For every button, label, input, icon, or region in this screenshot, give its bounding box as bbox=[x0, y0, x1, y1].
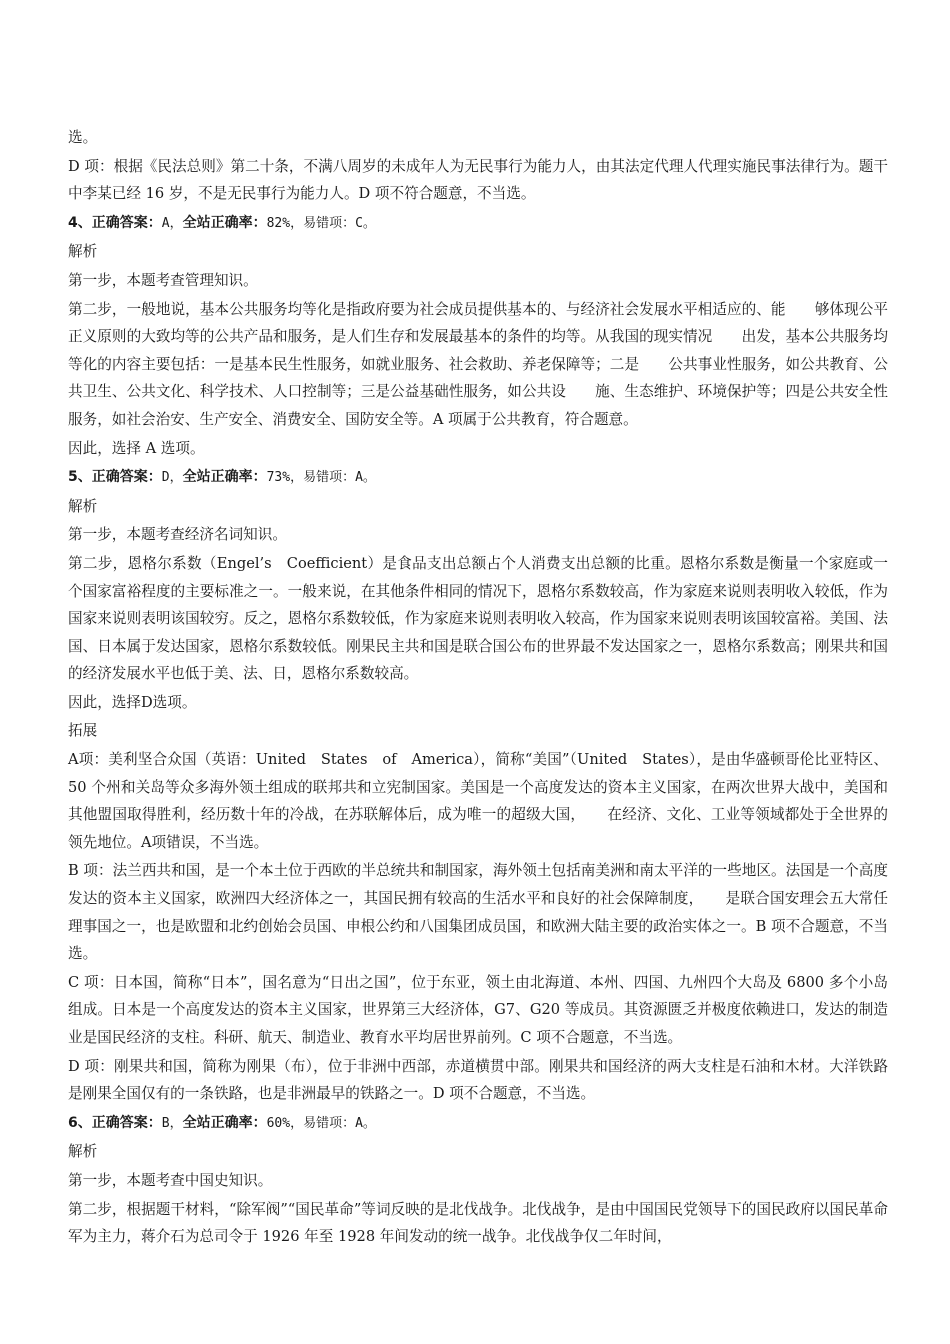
wrong-option: 易错项：A。 bbox=[303, 1115, 376, 1131]
paragraph: 第一步，本题考查经济名词知识。 bbox=[68, 526, 287, 544]
answer-line-6: 6、正确答案：B，全站正确率：60%，易错项：A。 bbox=[68, 1114, 376, 1131]
rate-value: 73% bbox=[266, 470, 291, 486]
paragraph: D 项：刚果共和国，简称为刚果（布），位于非洲中西部，赤道横贯中部。刚果共和国经济的两大支柱是石油和木材。大洋铁路是刚果全国仅有的一条铁路，也是非洲最早的铁路之一。D 项不合题意，不当选。 bbox=[68, 1057, 888, 1103]
paragraph: A项：美利坚合众国（英语：United States of America），简称“美国”（United States），是由华盛顿哥伦比亚特区、50 个州和关岛等众多海外领土组成的联邦共和立宪制国家。美国是一个高度发达的资本主义国家，在两次世界大战中，美国和其他盟国取得胜利，经历数十年的冷战，在苏联解体后，成为唯一的超级大国， 在经济、文化、工业等领域都处于全世界的领先地位。A项错误，不当选。 bbox=[68, 751, 888, 851]
paragraph: D 项：根据《民法总则》第二十条，不满八周岁的未成年人为无民事行为能力人，由其法定代理人代理实施民事法律行为。题干中李某已经 16 岁，不是无民事行为能力人。D 项不符合题意，不当选。 bbox=[68, 157, 888, 203]
paragraph: 解析 bbox=[68, 243, 98, 261]
paragraph: 第二步，恩格尔系数（Engel’s Coefficient）是食品支出总额占个人消费支出总额的比重。恩格尔系数是衡量一个家庭或一个国家富裕程度的主要标准之一。一般来说，在其他条件相同的情况下，恩格尔系数较高，作为家庭来说则表明收入较低，作为国家来说则表明该国较穷。反之，恩格尔系数较低，作为家庭来说则表明收入较高，作为国家来说则表明该国较富裕。美国、法国、日本属于发达国家，恩格尔系数较低。刚果民主共和国是联合国公布的世界最不发达国家之一，恩格尔系数高；刚果共和国的经济发展水平也低于美、法、日，恩格尔系数较高。 bbox=[68, 554, 888, 683]
paragraph: 第二步，根据题干材料，“除军阀”“国民革命”等词反映的是北伐战争。北伐战争，是由中国国民党领导下的国民政府以国民革命军为主力，蒋介石为总司令于 1926 年至 1928 年间发动的统一战争。北伐战争仅二年时间， bbox=[68, 1200, 888, 1246]
question-number: 5、 bbox=[68, 469, 92, 486]
paragraph: 第一步，本题考查中国史知识。 bbox=[68, 1171, 273, 1189]
rate-label: 全站正确率： bbox=[182, 469, 267, 486]
answer-line-4: 4、正确答案：A，全站正确率：82%，易错项：C。 bbox=[68, 214, 376, 231]
paragraph: 第一步，本题考查管理知识。 bbox=[68, 271, 258, 289]
paragraph: B 项：法兰西共和国，是一个本土位于西欧的半总统共和制国家，海外领土包括南美洲和南太平洋的一些地区。法国是一个高度发达的资本主义国家，欧洲四大经济体之一，其国民拥有较高的生活水平和良好的社会保障制度， 是联合国安理会五大常任理事国之一，也是欧盟和北约创始会员国、申根公约和八国集团成员国，和欧洲大陆主要的政治实体之一。B 项不合题意，不当选。 bbox=[68, 862, 888, 963]
rate-label: 全站正确率： bbox=[182, 214, 267, 231]
question-number: 6、 bbox=[68, 1114, 92, 1131]
paragraph: 拓展 bbox=[68, 722, 98, 740]
wrong-option: 易错项：C。 bbox=[303, 215, 376, 231]
rate-value: 60% bbox=[266, 1115, 291, 1131]
paragraph: 因此，选择 A 选项。 bbox=[68, 439, 205, 457]
answer-value: D bbox=[161, 470, 170, 486]
paragraph: 选。 bbox=[68, 129, 98, 146]
paragraph: 解析 bbox=[68, 497, 98, 515]
document-page bbox=[68, 124, 888, 1252]
answer-label: 正确答案： bbox=[91, 469, 162, 486]
paragraph: C 项：日本国，简称“日本”，国名意为“日出之国”，位于东亚，领土由北海道、本州、四国、九州四个大岛及 6800 多个小岛组成。日本是一个高度发达的资本主义国家，世界第三大经济体，G7、G20 等成员。其资源匮乏并极度依赖进口，发达的制造业是国民经济的支柱。科研、航天、制造业、教育水平均居世界前列。C 项不合题意，不当选。 bbox=[68, 973, 888, 1046]
wrong-option: 易错项：A。 bbox=[303, 470, 376, 486]
answer-value: A bbox=[161, 215, 170, 231]
paragraph: 因此，选择D选项。 bbox=[68, 693, 197, 711]
answer-label: 正确答案： bbox=[91, 1114, 162, 1131]
paragraph: 解析 bbox=[68, 1143, 98, 1161]
answer-label: 正确答案： bbox=[91, 214, 162, 231]
paragraph: 第二步，一般地说，基本公共服务均等化是指政府要为社会成员提供基本的、与经济社会发展水平相适应的、能 够体现公平正义原则的大致均等的公共产品和服务，是人们生存和发展最基本的条件的均等。从我国的现实情况 出发，基本公共服务均等化的内容主要包括：一是基本民生性服务，如就业服务、社会救助、养老保障等；二是 公共事业性服务，如公共教育、公共卫生、公共文化、科学技术、人口控制等；三是公益基础性服务，如公共设 施、生态维护、环境保护等；四是公共安全性服务，如社会治安、生产安全、消费安全、国防安全等。A 项属于公共教育，符合题意。 bbox=[68, 300, 888, 428]
answer-line-5: 5、正确答案：D，全站正确率：73%，易错项：A。 bbox=[68, 469, 376, 486]
answer-value: B bbox=[161, 1115, 170, 1131]
question-number: 4、 bbox=[68, 214, 92, 231]
rate-label: 全站正确率： bbox=[182, 1114, 267, 1131]
rate-value: 82% bbox=[266, 215, 291, 231]
